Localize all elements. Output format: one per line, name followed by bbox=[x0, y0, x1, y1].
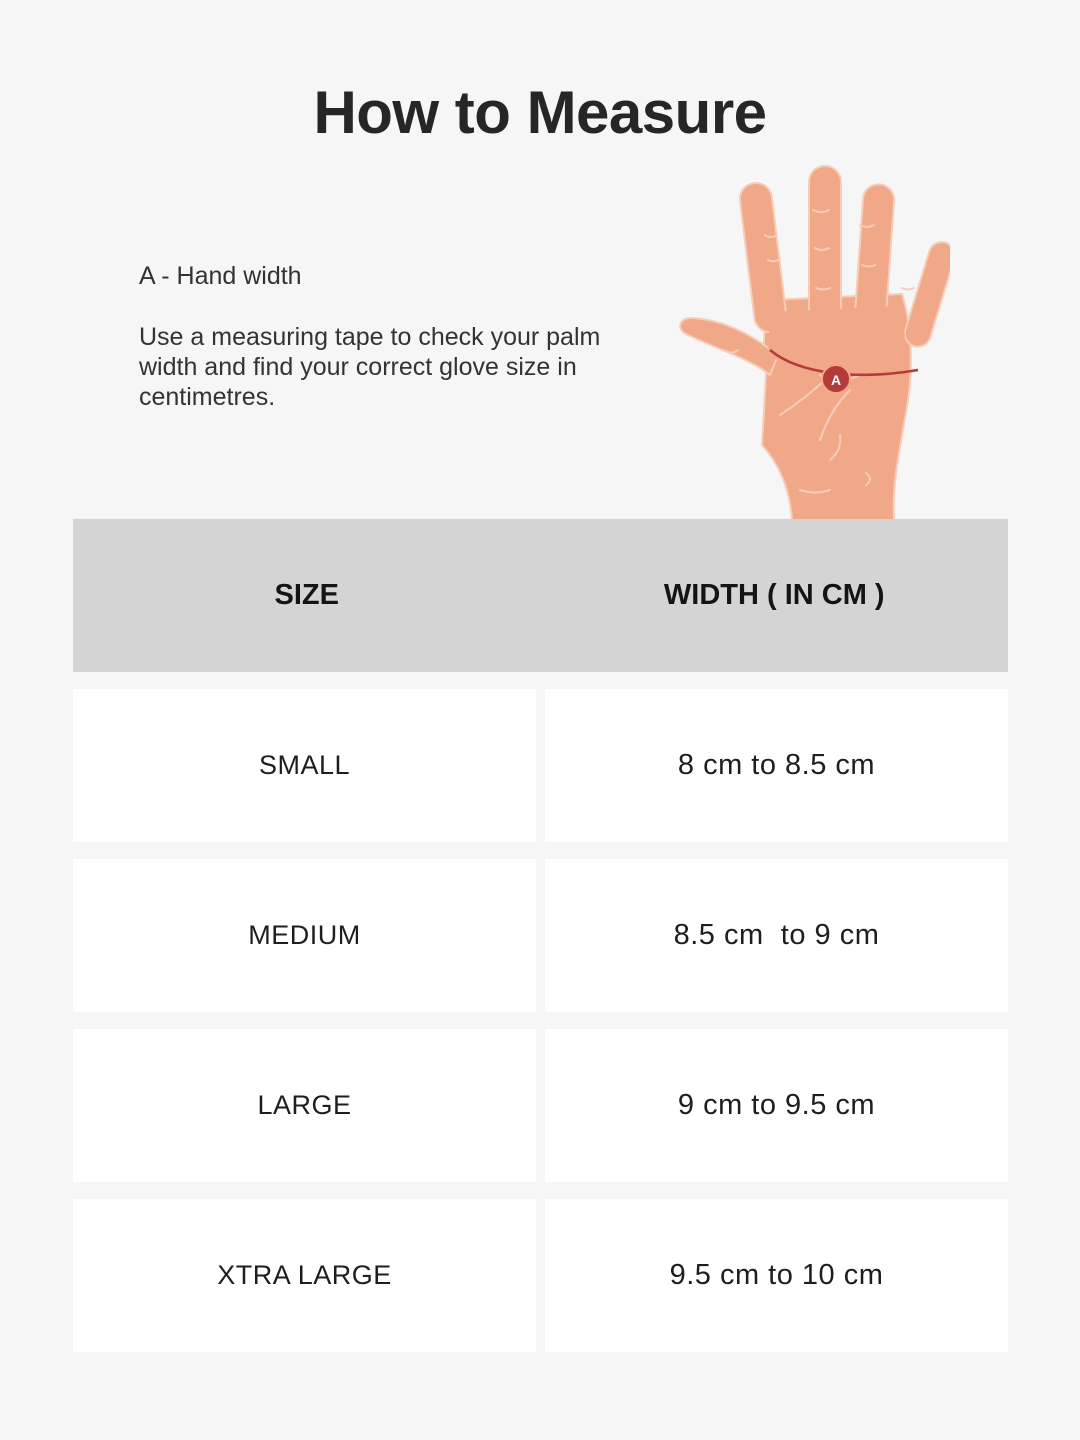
size-cell: LARGE bbox=[73, 1029, 536, 1182]
page-title: How to Measure bbox=[313, 79, 767, 146]
width-cell: 9 cm to 9.5 cm bbox=[545, 1029, 1008, 1182]
table-row bbox=[73, 859, 1008, 1012]
header-width: WIDTH ( IN CM ) bbox=[663, 579, 885, 611]
width-cell: 9.5 cm to 10 cm bbox=[545, 1199, 1008, 1352]
table-row bbox=[73, 689, 1008, 842]
table-row bbox=[73, 1029, 1008, 1182]
index-finger bbox=[738, 181, 788, 334]
width-cell: 8.5 cm to 9 cm bbox=[545, 859, 1008, 1012]
little-finger bbox=[902, 239, 950, 350]
measurement-description: Use a measuring tape to check your palm width and find your correct glove size in centimetres. bbox=[139, 323, 601, 411]
size-cell: XTRA LARGE bbox=[73, 1199, 536, 1352]
measurement-label: A - Hand width bbox=[139, 262, 302, 290]
table-header bbox=[73, 519, 1008, 672]
measure-marker-label: A bbox=[830, 372, 842, 388]
header-size: SIZE bbox=[274, 579, 339, 611]
table-row bbox=[73, 1199, 1008, 1352]
width-cell: 8 cm to 8.5 cm bbox=[545, 689, 1008, 842]
size-cell: SMALL bbox=[73, 689, 536, 842]
middle-finger bbox=[809, 166, 841, 326]
size-cell: MEDIUM bbox=[73, 859, 536, 1012]
size-table bbox=[73, 519, 1008, 1352]
hand-illustration bbox=[670, 160, 950, 520]
